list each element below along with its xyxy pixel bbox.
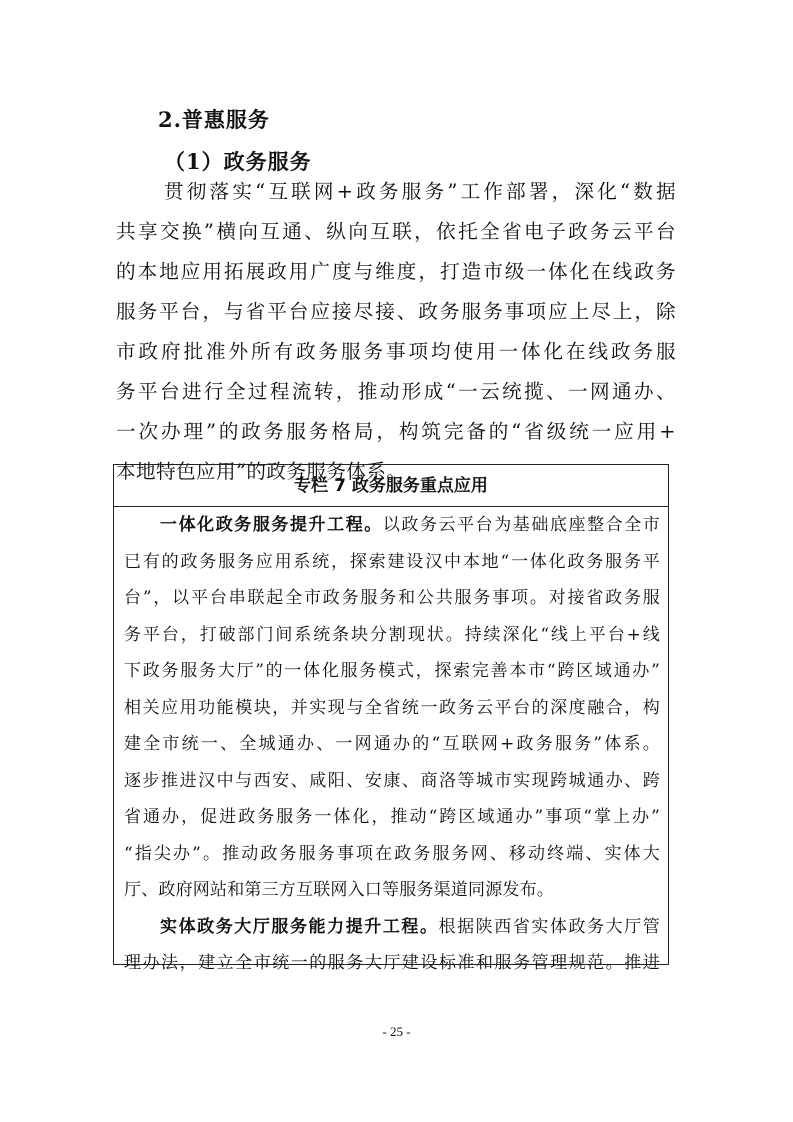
box-line: 逐步推进汉中与西安、咸阳、安康、商洛等城市实现跨城通办、跨: [124, 770, 660, 791]
item-text: 根据陕西省实体政务大厅管: [438, 916, 661, 937]
section-heading: 2.普惠服务: [158, 107, 270, 132]
box-line: 务平台，打破部门间系统条块分割现状。持续深化“线上平台+线: [124, 624, 660, 645]
box-body: [114, 507, 668, 982]
item-heading: 实体政务大厅服务能力提升工程。: [160, 916, 439, 937]
box-item-first-line: [124, 909, 660, 946]
body-paragraph: [116, 172, 676, 492]
paragraph-line: 的本地应用拓展政用广度与维度，打造市级一体化在线政务: [116, 260, 676, 283]
box-line: 已有的政务服务应用系统，探索建设汉中本地“一体化政务服务平: [124, 551, 660, 572]
box-line: 厅、政府网站和第三方互联网入口等服务渠道同源发布。: [124, 880, 554, 900]
box-line: 下政务服务大厅”的一体化服务模式，探索完善本市“跨区域通办”: [124, 661, 660, 681]
box-line: “指尖办”。推动政务服务事项在政务服务网、移动终端、实体大: [124, 843, 660, 864]
box-line: 台”，以平台串联起全市政务服务和公共服务事项。对接省政务服: [124, 588, 660, 608]
paragraph-line: 务平台进行全过程流转，推动形成“一云统揽、一网通办、: [116, 380, 676, 403]
box-line: 理办法，建立全市统一的服务大厅建设标准和服务管理规范。推进: [124, 953, 660, 973]
box-line: 省通办，促进政务服务一体化，推动“跨区域通办”事项“掌上办”: [124, 807, 660, 827]
subsection-heading: （1）政务服务: [164, 149, 312, 174]
box-line: 建全市统一、全城通办、一网通办的“互联网+政务服务”体系。: [124, 734, 660, 754]
paragraph-line: 一次办理”的政务服务格局，构筑完备的“省级统一应用+: [116, 420, 676, 443]
paragraph-line: 贯彻落实“互联网+政务服务”工作部署，深化“数据: [164, 180, 676, 203]
box-line: 相关应用功能模块，并实现与全省统一政务云平台的深度融合，构: [124, 697, 660, 718]
item-text: 以政务云平台为基础底座整合全市: [382, 515, 660, 535]
paragraph-line: 本地特色应用”的政务服务体系。: [116, 460, 407, 483]
item-heading: 一体化政务服务提升工程。: [160, 515, 383, 535]
paragraph-line: 市政府批准外所有政务服务事项均使用一体化在线政务服: [116, 340, 676, 363]
paragraph-line: 服务平台，与省平台应接尽接、政务服务事项应上尽上，除: [116, 300, 676, 323]
box-title: 专栏 7 政务服务重点应用: [114, 465, 668, 507]
page-number: - 25 -: [382, 1024, 411, 1039]
feature-box: [113, 464, 669, 973]
box-item-first-line: [124, 507, 660, 544]
paragraph-line: 共享交换”横向互通、纵向互联，依托全省电子政务云平台: [116, 220, 676, 243]
